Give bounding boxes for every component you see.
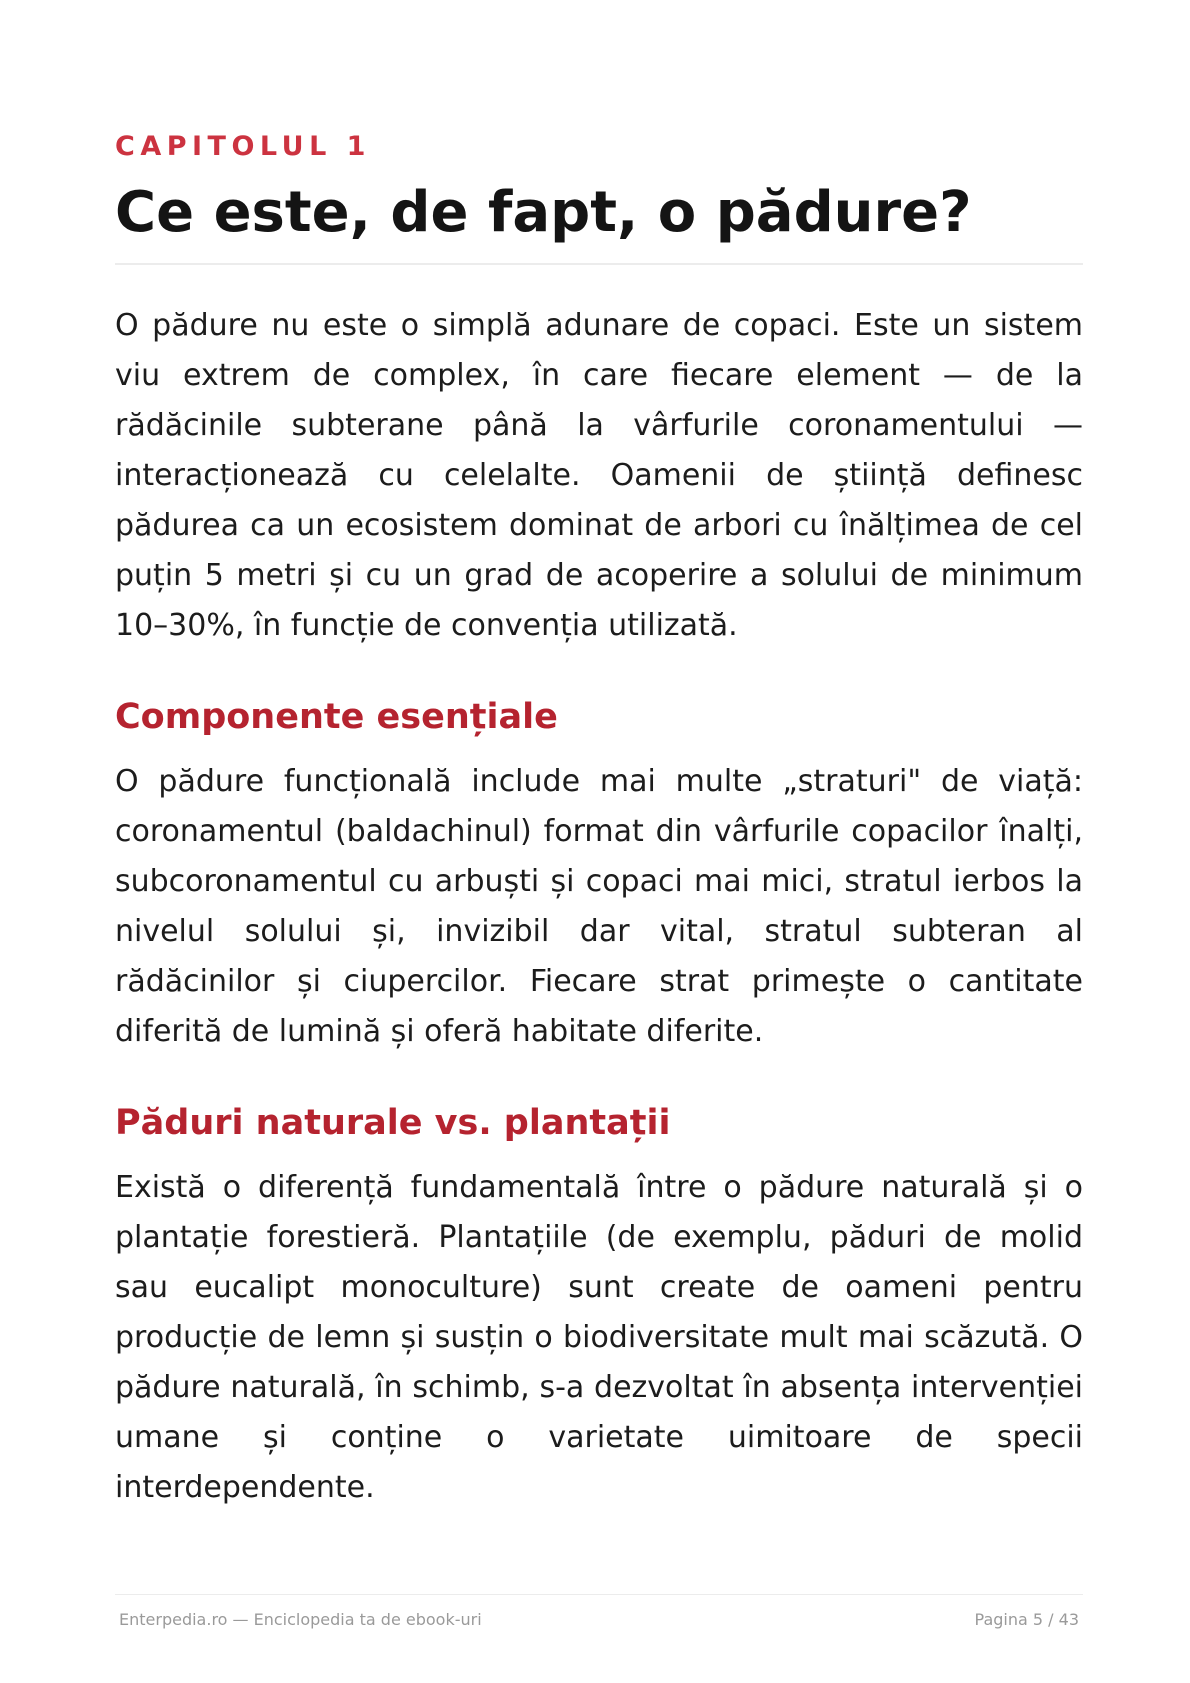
document-page — [115, 0, 1083, 1683]
chapter-title: Ce este, de fapt, o pădure? — [115, 180, 972, 245]
footer-page-number: Pagina 5 / 43 — [974, 1610, 1079, 1629]
section-paragraph-natural-vs-plantations: Există o diferență fundamentală între o pădure naturală și o plantație forestieră. Plantațiile (de exemplu, păduri de molid sau eucalipt monoculture) sunt create de oameni pentru producție de lemn și susțin o biodiversitate mult mai scăzută. O pădure naturală, în schimb, s-a dezvoltat în absența intervenției umane și conține o varietate uimitoare de specii interdependente. — [115, 1170, 1083, 1505]
chapter-label: CAPITOLUL 1 — [115, 131, 371, 162]
section-paragraph-components: O pădure funcțională include mai multe „straturi" de viață: coronamentul (baldachinul) format din vârfurile copacilor înalți, subcoronamentul cu arbuști și copaci mai mici, stratul ierbos la nivelul solului și, invizibil dar vital, stratul subteran al rădăcinilor și ciupercilor. Fiecare strat primește o cantitate diferită de lumină și oferă habitate diferite. — [115, 764, 1083, 1049]
section-heading-natural-vs-plantations: Păduri naturale vs. plantații — [115, 1103, 671, 1143]
footer-divider — [115, 1594, 1083, 1595]
intro-paragraph: O pădure nu este o simplă adunare de copaci. Este un sistem viu extrem de complex, în care fiecare element — de la rădăcinile subterane până la vârfurile coronamentului — interacționează cu celelalte. Oamenii de știință definesc pădurea ca un ecosistem dominat de arbori cu înălțimea de cel puțin 5 metri și cu un grad de acoperire a solului de minimum 10–30%, în funcție de convenția utilizată. — [115, 308, 1083, 643]
title-divider — [115, 263, 1083, 265]
section-heading-components: Componente esențiale — [115, 697, 558, 737]
footer-site-name: Enterpedia.ro — Enciclopedia ta de ebook-uri — [119, 1610, 482, 1629]
